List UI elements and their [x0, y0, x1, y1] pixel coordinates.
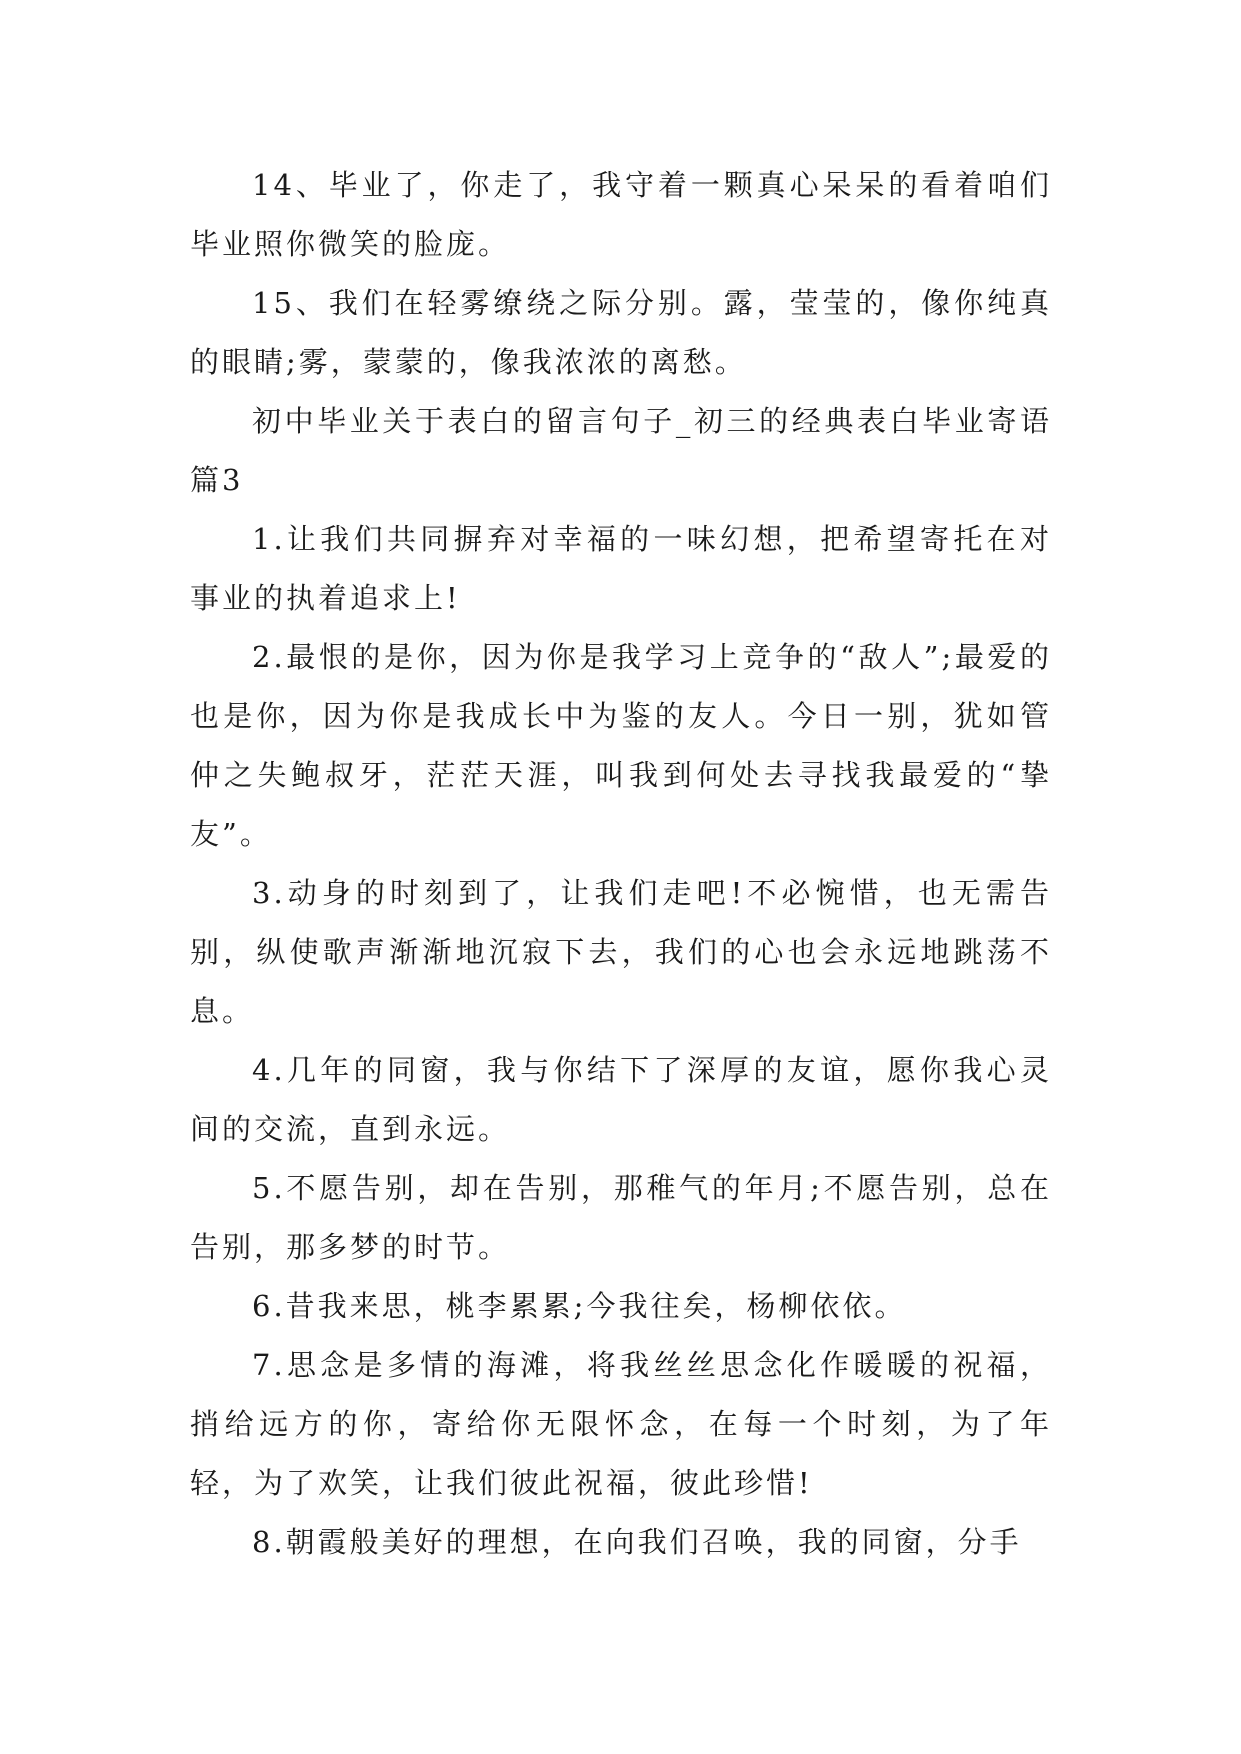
paragraph-1: 1.让我们共同摒弃对幸福的一味幻想，把希望寄托在对事业的执着追求上!: [190, 522, 1052, 615]
paragraph-2: 2.最恨的是你，因为你是我学习上竞争的“敌人”;最爱的也是你，因为你是我成长中为鉴的友人。今日一别，犹如管仲之失鲍叔牙，茫茫天涯，叫我到何处去寻找我最爱的“挚友”。: [190, 640, 1052, 851]
paragraph-7: 7.思念是多情的海滩，将我丝丝思念化作暖暖的祝福，捎给远方的你，寄给你无限怀念，在每一个时刻，为了年轻，为了欢笑，让我们彼此祝福，彼此珍惜!: [190, 1348, 1052, 1500]
paragraph-3: 3.动身的时刻到了，让我们走吧!不必惋惜，也无需告别，纵使歌声渐渐地沉寂下去，我们的心也会永远地跳荡不息。: [190, 876, 1052, 1028]
paragraph-14: 14、毕业了，你走了，我守着一颗真心呆呆的看着咱们毕业照你微笑的脸庞。: [190, 168, 1052, 261]
paragraph-5: 5.不愿告别，却在告别，那稚气的年月;不愿告别，总在告别，那多梦的时节。: [190, 1171, 1052, 1264]
paragraph-8: 8.朝霞般美好的理想，在向我们召唤，我的同窗，分手: [252, 1525, 1022, 1559]
document-body: [190, 156, 1052, 1572]
paragraph-4: 4.几年的同窗，我与你结下了深厚的友谊，愿你我心灵间的交流，直到永远。: [190, 1053, 1052, 1146]
paragraph-15: 15、我们在轻雾缭绕之际分别。露，莹莹的，像你纯真的眼睛;雾，蒙蒙的，像我浓浓的离愁。: [190, 286, 1052, 379]
paragraph-6: 6.昔我来思，桃李累累;今我往矣，杨柳依依。: [252, 1289, 907, 1323]
section-heading: 初中毕业关于表白的留言句子_初三的经典表白毕业寄语 篇3: [190, 404, 1052, 497]
